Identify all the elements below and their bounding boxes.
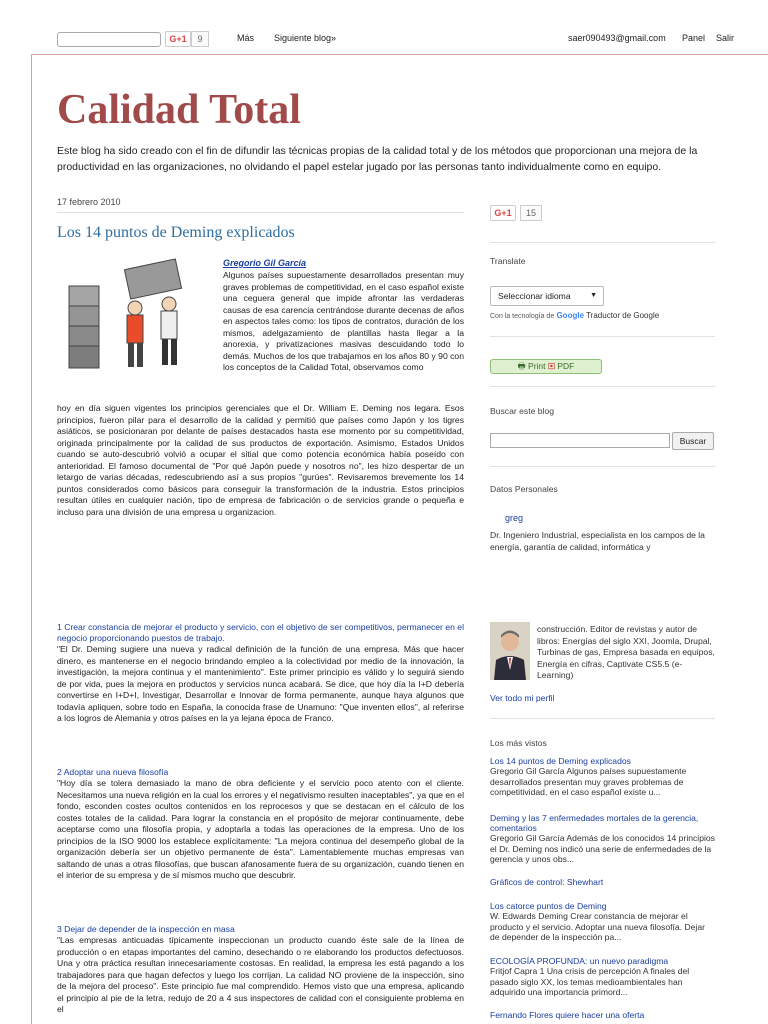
popular-heading: Los más vistos (490, 738, 547, 748)
section-3-heading: 3 Dejar de depender de la inspección en masa (57, 924, 235, 934)
popular-post-snippet: W. Edwards Deming Crear constancia de mejorar el producto y el servicio. Adoptar una nueva filosofía. Dejar de depender de la inspección pa... (490, 911, 705, 942)
blogger-navbar (0, 0, 768, 48)
popular-post (490, 1010, 715, 1020)
search-button[interactable]: Buscar (672, 432, 714, 450)
blog-description: Este blog ha sido creado con el fin de difundir las técnicas propias de la calidad total y de los métodos que proporcionan una mejora de la productividad en las organizaciones, no olvidando el papel estelar jugado por las personas tanto individualmente como en equipo. (57, 145, 698, 173)
blog-search-input[interactable] (490, 433, 670, 448)
sidebar-gplus-button[interactable]: G+1 (490, 205, 516, 221)
popular-post-title[interactable]: Deming y las 7 enfermedades mortales de la gerencia, comentarios (490, 813, 699, 833)
popular-post (490, 877, 715, 887)
section-1-body: "El Dr. Deming sugiere una nueva y radical definición de la función de una empresa. Más que hacer dinero, es mantenerse en el negocio brindando empleo a la colectividad por medio de la innovación, la investigación, la mejora continua y el mantenimiento". Este primer principio es válido y lo seguirá siendo de por vida, pues la mejora en productos y servicios nunca acabará. Se dice, que hoy día la I+D debería convertirse en I+D+I, Investigar, Desarrollar e Innovar de forma permanente, aunque haya algunos que todavía apliquen, sobre todo en España, la conocida frase de Unamuno: "Que inventen ellos", al referirse a los logros de Alemania y otros países en la ya lejana época de Franco. (57, 644, 464, 723)
section-3-body: "Las empresas anticuadas típicamente inspeccionan un producto cuando éste sale de la línea de producción o en etapas importantes del camino, desechando o re elaborando los productos defectuosos. Una y otra práctica resultan innecesariamente costosas. En realidad, la empresa les está pagando a los trabajadores para que hagan defectos y luego los corrijan. La calidad NO proviene de la inspección, sino de la mejora del proceso". Este principio fue mal comprendido. Hemos visto que una empresa, aplicando el principio al pie de la letra, redujo de 20 a 4 sus inspectores de calidad con el consiguiente problema en el (57, 935, 464, 1014)
popular-post (490, 901, 715, 943)
divider (490, 336, 715, 337)
gplus-button[interactable]: G+1 (165, 31, 191, 47)
popular-post (490, 756, 715, 798)
popular-post (490, 956, 715, 998)
section-2-heading: 2 Adoptar una nueva filosofía (57, 767, 169, 777)
search-heading: Buscar este blog (490, 406, 555, 416)
divider (490, 242, 715, 243)
section-3 (57, 924, 464, 1016)
logout-link[interactable]: Salir (716, 33, 735, 43)
profile-name-link[interactable]: greg (505, 513, 524, 523)
post-date: 17 febrero 2010 (57, 197, 121, 207)
profile-avatar[interactable] (490, 622, 530, 680)
popular-post-title[interactable]: Fernando Flores quiere hacer una oferta (490, 1010, 645, 1020)
post-intro-text: Algunos países supuestamente desarrollados presentan muy graves problemas de competitividad, en el caso español existe una ceguera general que impide afrontar las verdaderas causas de esa carencia centrándose durante decenas de años en aspectos tales como: los tipos de contratos, duración de los mismos, adelgazamiento de plantillas hasta llegar a la anorexia, y privatizaciones masivas descuidando todo lo demás. Muchos de los que trabajamos en los años 80 y 90 con los conceptos de la Calidad Total, observamos como (223, 270, 464, 372)
popular-post-title[interactable]: Los catorce puntos de Deming (490, 901, 607, 911)
pdf-label: PDF (557, 361, 575, 371)
divider (490, 466, 715, 467)
post-illustration (57, 258, 215, 382)
popular-post-title[interactable]: ECOLOGÍA PROFUNDA: un nuevo paradigma (490, 956, 669, 966)
language-select[interactable] (490, 286, 604, 306)
content-border-top (31, 54, 768, 55)
divider (490, 386, 715, 387)
print-label: Print (528, 361, 546, 371)
panel-link[interactable]: Panel (682, 33, 706, 43)
navbar-search-input[interactable] (57, 32, 161, 47)
divider (57, 212, 464, 213)
section-2-body: "Hoy día se tolera demasiado la mano de obra deficiente y el servicio poco atento con el cliente. Necesitamos una nueva religión en la cual los errores y el negativismo resulten inaceptables", ya que en el fondo, esconden costes ocultos contenidos en los reprocesos y que se destacan en el cálculo de los costes totales de la calidad. Para lograr la constancia en el propósito de mejorar continuamente, debe aceptarse como una filosofía propia, y adoptarla a todas las operaciones de la empresa. Uno de los principios de la ISO 9000 los establece explícitamente: "La mejora continua del desempeño global de la organización debería ser un objetivo permanente de ésta". Lamentablemente muchas empresas van saltando de unas a otras filosofías, que buscan afanosamente fuera de su organización, cuando tienen en el interior de su empresa y de sí mismos mucho que descubrir. (57, 778, 464, 880)
divider (490, 718, 715, 719)
popular-post-title[interactable]: Gráficos de control: Shewhart (490, 877, 604, 887)
profile-text-1: Dr. Ingeniero Industrial, especialista en los campos de la energía, garantía de calidad, informática y (490, 530, 705, 552)
mas-link[interactable]: Más (237, 33, 255, 43)
gplus-count: 9 (191, 31, 209, 47)
content-border-left (31, 54, 32, 1024)
post-body-text: hoy en día siguen vigentes los principios gerenciales que el Dr. William E. Deming nos legara. Esos principios, fueron pilar para el desarrollo de la calidad y permitió que países como Japón y los tigres asiáticos, se posicionaran por delante de países destacados hasta ese momento por su competitividad, originada principalmente por la calidad de sus productos de exportación. Asimismo, Estados Unidos cuando se auto-descubrió volvió a ocupar el sitial que como potencia económica había poseído con anterioridad. El famoso documental de "Por qué Japón puede y nosotros no", les hizo despertar de un letargo de varias décadas, redescubriendo así a sus propios "gurúes". Revisaremos brevemente los 14 puntos considerados como básicos para conseguir la transformación de la industria. Estos principios resultan útiles en cualquier nación, tipo de empresa de fabricación o de servicios grande o pequeña e incluso para una división de una empresa u organizacion. (57, 403, 464, 517)
chevron-down-icon: ▼ (590, 292, 597, 299)
section-1-heading: 1 Crear constancia de mejorar el producto y servicio, con el objetivo de ser competitivos, permanecer en el negocio proporcionando puestos de trabajo. (57, 622, 464, 643)
section-2 (57, 767, 464, 882)
user-email: saer090493@gmail.com (568, 33, 666, 43)
profile-heading: Datos Personales (490, 484, 558, 494)
section-1 (57, 622, 464, 725)
popular-post-snippet: Gregorio Gil García Algunos países supuestamente desarrollados presentan muy graves problemas de competitividad, en el caso español existe u... (490, 766, 687, 797)
translate-powered-by (490, 311, 715, 320)
post-title[interactable]: Los 14 puntos de Deming explicados (57, 224, 295, 241)
printer-icon: 🖶 (517, 361, 526, 371)
pdf-icon: ▣ (547, 361, 555, 371)
print-pdf-button[interactable] (490, 359, 602, 374)
popular-post (490, 813, 715, 865)
translate-heading: Translate (490, 256, 526, 266)
language-select-value: Seleccionar idioma (498, 291, 571, 301)
popular-post-title[interactable]: Los 14 puntos de Deming explicados (490, 756, 631, 766)
google-logo[interactable]: Google (556, 311, 585, 320)
post-author-link[interactable]: Gregorio Gil García (223, 258, 307, 268)
next-blog-link[interactable]: Siguiente blog» (274, 33, 337, 43)
blog-title[interactable]: Calidad Total (57, 87, 301, 133)
popular-post-snippet: Gregorio Gil García Además de los conocidos 14 principios el Dr. Deming nos indicó una serie de enfermedades de la gerencia y unos obs... (490, 833, 715, 864)
view-profile-link[interactable]: Ver todo mi perfil (490, 693, 555, 703)
sidebar-gplus-count: 15 (520, 205, 542, 221)
popular-post-snippet: Fritjof Capra 1 Una crisis de percepción A finales del pasado siglo XX, los temas medioambientales han adquirido una importancia primord... (490, 966, 690, 997)
google-translate-link[interactable]: Traductor de Google (586, 311, 660, 320)
powered-by-prefix: Con la tecnología de (490, 313, 555, 320)
profile-text-2: construcción. Editor de revistas y autor de libros: Energías del siglo XXI, Joomla, Drupal, Turbinas de gas, Empresa basada en equipos, Energía en cifras, Captivate CS5.5 (e-Learning) (537, 624, 715, 680)
